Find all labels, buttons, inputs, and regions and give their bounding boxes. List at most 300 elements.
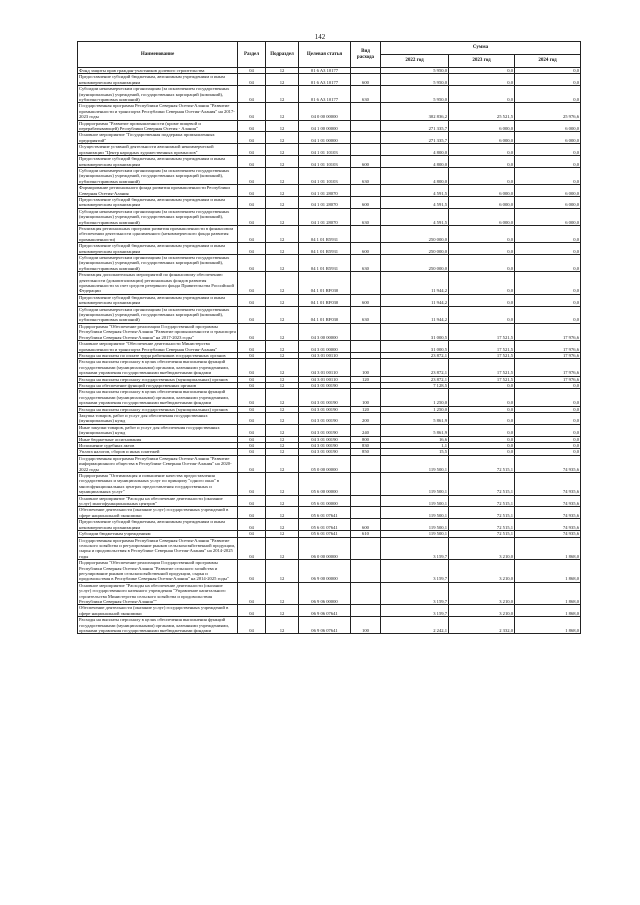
row-subsection: 12 — [266, 255, 299, 272]
table-row — [78, 424, 581, 436]
row-section: 04 — [238, 185, 266, 197]
row-name: Расходы на выплаты по оплате труда работников государственных органов — [78, 352, 238, 358]
table-row — [78, 208, 581, 225]
row-subsection: 12 — [266, 560, 299, 583]
row-expense-type: 100 — [351, 389, 381, 406]
row-sum-2024: 17 976,6 — [515, 376, 581, 382]
row-subsection: 12 — [266, 412, 299, 424]
row-section: 04 — [238, 167, 266, 184]
row-sum-2024: 0,0 — [515, 436, 581, 442]
row-name: Реализация региональных программ развития промышленности в финансовом обеспечении деятельности одноименного (некоммерческого фонда развития промышленности) — [78, 225, 238, 242]
row-subsection: 12 — [266, 294, 299, 306]
row-sum-2023: 6 000,0 — [449, 208, 515, 225]
row-sum-2024: 17 976,6 — [515, 352, 581, 358]
row-section: 04 — [238, 382, 266, 388]
row-expense-type — [351, 473, 381, 496]
row-expense-type — [351, 560, 381, 583]
row-sum-2024: 0,0 — [515, 294, 581, 306]
row-sum-2022: 5 861,9 — [381, 412, 449, 424]
header-target-item: Целевая статья — [299, 42, 351, 68]
row-section: 04 — [238, 582, 266, 605]
table-row — [78, 605, 581, 617]
row-sum-2022: 1,1 — [381, 443, 449, 449]
row-sum-2024: 6 000,0 — [515, 208, 581, 225]
row-section: 04 — [238, 449, 266, 455]
row-subsection: 12 — [266, 74, 299, 86]
row-target-item: 04 1 01 R5931 — [299, 243, 351, 255]
table-row — [78, 352, 581, 358]
row-sum-2024: 0,0 — [515, 156, 581, 168]
row-section: 04 — [238, 272, 266, 295]
header-year-2024: 2024 год — [515, 55, 581, 68]
table-row — [78, 294, 581, 306]
row-sum-2023: 17 521,5 — [449, 352, 515, 358]
row-sum-2023: 0,0 — [449, 382, 515, 388]
row-sum-2024: 0,0 — [515, 167, 581, 184]
row-expense-type — [351, 120, 381, 132]
row-sum-2023: 6 000,0 — [449, 132, 515, 144]
table-row — [78, 537, 581, 560]
row-sum-2023: 3 210,0 — [449, 537, 515, 560]
row-expense-type — [351, 495, 381, 507]
row-sum-2023: 72 515,1 — [449, 495, 515, 507]
row-sum-2022: 271 335,7 — [381, 132, 449, 144]
row-sum-2024: 74 935,6 — [515, 495, 581, 507]
row-sum-2023: 0,0 — [449, 406, 515, 412]
row-name: Фонд защиты прав граждан-участников долевого строительства — [78, 68, 238, 74]
row-section: 04 — [238, 74, 266, 86]
row-sum-2023: 72 515,1 — [449, 473, 515, 496]
table-row — [78, 272, 581, 295]
row-sum-2024: 6 000,0 — [515, 196, 581, 208]
row-sum-2024: 17 976,6 — [515, 323, 581, 340]
table-row — [78, 341, 581, 353]
row-expense-type: 600 — [351, 74, 381, 86]
row-sum-2024: 1 868,0 — [515, 605, 581, 617]
row-target-item: 04 1 01 R5931 — [299, 225, 351, 242]
row-sum-2024: 6 000,0 — [515, 185, 581, 197]
row-target-item: 04 3 01 00190 — [299, 436, 351, 442]
row-section: 04 — [238, 341, 266, 353]
row-expense-type — [351, 455, 381, 472]
page-number: 142 — [314, 33, 326, 41]
row-sum-2023: 72 515,1 — [449, 531, 515, 537]
table-row — [78, 167, 581, 184]
row-sum-2022: 119 500,1 — [381, 455, 449, 472]
table-row — [78, 74, 581, 86]
row-expense-type — [351, 605, 381, 617]
row-target-item: 04 1 01 28070 — [299, 196, 351, 208]
table-row — [78, 225, 581, 242]
row-subsection: 12 — [266, 359, 299, 376]
row-sum-2022: 3 159,7 — [381, 537, 449, 560]
row-sum-2024: 1 868,0 — [515, 582, 581, 605]
row-sum-2024: 0,0 — [515, 225, 581, 242]
row-name: Предоставление субсидий бюджетным, автономным учреждениям и иным некоммерческим организациям — [78, 294, 238, 306]
row-target-item: 06 9 06 07641 — [299, 617, 351, 634]
row-target-item: 04 1 01 10103 — [299, 167, 351, 184]
row-sum-2023: 0,0 — [449, 225, 515, 242]
row-subsection: 12 — [266, 424, 299, 436]
header-year-2023: 2023 год — [449, 55, 515, 68]
row-target-item: 04 1 01 RF030 — [299, 306, 351, 323]
row-expense-type: 850 — [351, 449, 381, 455]
row-name: Уплата налогов, сборов и иных платежей — [78, 449, 238, 455]
header-expense-type: Вид расхода — [351, 42, 381, 68]
row-sum-2022: 1 250,0 — [381, 406, 449, 412]
row-sum-2024: 0,0 — [515, 68, 581, 74]
row-name: Реализация дополнительных мероприятий по финансовому обеспечению деятельности (докапитализации) региональных фондов развития промышленности за счет средств резервного фонда Правительства Российской Федерации — [78, 272, 238, 295]
row-target-item: 05 6 01 00000 — [299, 495, 351, 507]
row-target-item: 01 6 A3 10177 — [299, 86, 351, 103]
row-expense-type: 630 — [351, 167, 381, 184]
row-sum-2022: 7 128,5 — [381, 382, 449, 388]
row-subsection: 12 — [266, 156, 299, 168]
row-sum-2023: 0,0 — [449, 449, 515, 455]
row-subsection: 12 — [266, 382, 299, 388]
row-sum-2022: 23 872,1 — [381, 359, 449, 376]
row-target-item: 04 0 00 00000 — [299, 103, 351, 120]
row-subsection: 12 — [266, 196, 299, 208]
row-sum-2023: 6 000,0 — [449, 120, 515, 132]
row-target-item: 04 3 01 00000 — [299, 341, 351, 353]
row-target-item: 06 9 06 07641 — [299, 605, 351, 617]
row-target-item: 06 9 06 00000 — [299, 582, 351, 605]
row-sum-2024: 17 976,6 — [515, 341, 581, 353]
row-sum-2024: 0,0 — [515, 243, 581, 255]
row-sum-2023: 0,0 — [449, 167, 515, 184]
row-sum-2022: 15,5 — [381, 449, 449, 455]
row-subsection: 12 — [266, 473, 299, 496]
table-row — [78, 507, 581, 519]
header-section: Раздел — [238, 42, 266, 68]
row-subsection: 12 — [266, 103, 299, 120]
row-name: Формирование регионального фонда развития промышленности Республики Северная Осетия-Алания — [78, 185, 238, 197]
row-target-item: 04 3 01 00190 — [299, 443, 351, 449]
row-name: Обеспечение деятельности (оказание услуг) государственных учреждений в сфере национальной экономики — [78, 507, 238, 519]
row-target-item: 04 1 01 00000 — [299, 132, 351, 144]
table-row — [78, 323, 581, 340]
row-subsection: 12 — [266, 617, 299, 634]
row-section: 04 — [238, 519, 266, 531]
row-sum-2023: 0,0 — [449, 243, 515, 255]
row-section: 04 — [238, 406, 266, 412]
table-body — [78, 68, 581, 634]
row-section: 04 — [238, 443, 266, 449]
row-expense-type — [351, 144, 381, 156]
row-expense-type — [351, 537, 381, 560]
row-sum-2022: 3 159,7 — [381, 605, 449, 617]
row-name: Подпрограмма "Оптимизация и повышение качества предоставления государственных и муниципальных услуг по принципу "одного окна" в многофункциональных центрах предоставления государственных и муниципальных услуг" — [78, 473, 238, 496]
row-name: Иные бюджетные ассигнования — [78, 436, 238, 442]
row-target-item: 04 3 01 00190 — [299, 449, 351, 455]
row-name: Предоставление субсидий бюджетным, автономным учреждениям и иным некоммерческим организациям — [78, 519, 238, 531]
row-sum-2022: 119 500,1 — [381, 531, 449, 537]
row-subsection: 12 — [266, 455, 299, 472]
row-section: 04 — [238, 208, 266, 225]
row-expense-type: 600 — [351, 243, 381, 255]
row-expense-type — [351, 103, 381, 120]
row-section: 04 — [238, 306, 266, 323]
table-row — [78, 132, 581, 144]
row-sum-2023: 6 000,0 — [449, 196, 515, 208]
row-subsection: 12 — [266, 443, 299, 449]
row-sum-2023: 0,0 — [449, 443, 515, 449]
row-expense-type: 630 — [351, 208, 381, 225]
row-subsection: 12 — [266, 436, 299, 442]
row-target-item: 04 1 01 RF030 — [299, 294, 351, 306]
table-row — [78, 376, 581, 382]
row-sum-2023: 17 521,5 — [449, 359, 515, 376]
row-sum-2023: 0,0 — [449, 272, 515, 295]
row-subsection: 12 — [266, 323, 299, 340]
row-sum-2022: 1 250,0 — [381, 389, 449, 406]
row-section: 04 — [238, 68, 266, 74]
row-section: 04 — [238, 225, 266, 242]
table-row — [78, 255, 581, 272]
row-target-item: 04 1 01 RF030 — [299, 272, 351, 295]
row-name: Основное мероприятие "Государственная поддержка промышленных предприятий" — [78, 132, 238, 144]
row-sum-2023: 17 521,5 — [449, 376, 515, 382]
row-subsection: 12 — [266, 449, 299, 455]
row-name: Предоставление субсидий бюджетным, автономным учреждениям и иным некоммерческим организациям — [78, 74, 238, 86]
row-expense-type: 240 — [351, 424, 381, 436]
row-target-item: 04 3 01 00190 — [299, 406, 351, 412]
row-target-item: 05 6 00 00000 — [299, 473, 351, 496]
row-sum-2022: 5 861,9 — [381, 424, 449, 436]
row-sum-2022: 302 836,2 — [381, 103, 449, 120]
row-sum-2022: 4 800,0 — [381, 156, 449, 168]
row-sum-2022: 31 000,5 — [381, 323, 449, 340]
row-name: Осуществление уставной деятельности автономной некоммерческой организации "Центр народных художественных промыслов" — [78, 144, 238, 156]
row-expense-type: 200 — [351, 412, 381, 424]
row-subsection: 12 — [266, 341, 299, 353]
row-name: Основное мероприятие "Расходы на обеспечение деятельности (оказание услуг) многофункциональных центров" — [78, 495, 238, 507]
row-sum-2022: 31 000,5 — [381, 341, 449, 353]
row-sum-2024: 0,0 — [515, 443, 581, 449]
row-section: 04 — [238, 196, 266, 208]
table-row — [78, 455, 581, 472]
row-sum-2024: 0,0 — [515, 449, 581, 455]
row-target-item: 06 0 00 00000 — [299, 537, 351, 560]
row-target-item: 04 1 01 28070 — [299, 185, 351, 197]
table-row — [78, 560, 581, 583]
row-sum-2023: 0,0 — [449, 389, 515, 406]
row-sum-2024: 0,0 — [515, 424, 581, 436]
row-target-item: 04 1 01 10103 — [299, 144, 351, 156]
table-row — [78, 103, 581, 120]
row-name: Основное мероприятие "Обеспечение деятельности Министерства промышленности и транспорта Республики Северная Осетия-Алания" — [78, 341, 238, 353]
row-name: Закупка товаров, работ и услуг для обеспечения государственных (муниципальных) нужд — [78, 412, 238, 424]
row-section: 04 — [238, 412, 266, 424]
row-sum-2022: 3 159,7 — [381, 560, 449, 583]
row-subsection: 12 — [266, 531, 299, 537]
row-expense-type: 600 — [351, 156, 381, 168]
row-sum-2024: 0,0 — [515, 74, 581, 86]
row-name: Государственная программа Республики Северная Осетия-Алания "Развитие сельского хозяйства и регулирование рынков сельскохозяйственной продукции, сырья и продовольствия в Республике Северная Осетия-Алания" на 2014-2025 годы — [78, 537, 238, 560]
row-sum-2022: 250 000,0 — [381, 243, 449, 255]
row-target-item: 01 6 A3 10177 — [299, 68, 351, 74]
row-section: 04 — [238, 243, 266, 255]
row-target-item: 04 1 00 00000 — [299, 120, 351, 132]
row-name: Расходы на обеспечение функций государственных органов — [78, 382, 238, 388]
row-name: Субсидии некоммерческим организациям (за исключением государственных (муниципальных) учреждений, государственных корпораций (компаний), публично-правовых компаний) — [78, 167, 238, 184]
row-sum-2023: 72 515,1 — [449, 507, 515, 519]
row-sum-2024: 0,0 — [515, 144, 581, 156]
row-name: Предоставление субсидий бюджетным, автономным учреждениям и иным некоммерческим организациям — [78, 156, 238, 168]
row-sum-2022: 119 500,1 — [381, 495, 449, 507]
row-sum-2024: 0,0 — [515, 406, 581, 412]
row-sum-2022: 11 944,2 — [381, 306, 449, 323]
row-sum-2023: 25 521,5 — [449, 103, 515, 120]
row-sum-2022: 3 159,7 — [381, 582, 449, 605]
row-sum-2022: 11 944,2 — [381, 294, 449, 306]
row-section: 04 — [238, 323, 266, 340]
row-section: 04 — [238, 617, 266, 634]
row-section: 04 — [238, 86, 266, 103]
row-sum-2023: 0,0 — [449, 255, 515, 272]
row-section: 04 — [238, 605, 266, 617]
row-expense-type: 610 — [351, 531, 381, 537]
row-sum-2024: 74 935,6 — [515, 519, 581, 531]
row-section: 04 — [238, 120, 266, 132]
row-section: 04 — [238, 537, 266, 560]
row-name: Подпрограмма "Развитие промышленности (кроме пищевой и перерабатывающей) Республики Северная Осетия - Алания" — [78, 120, 238, 132]
row-sum-2022: 119 500,1 — [381, 519, 449, 531]
row-sum-2022: 11 944,2 — [381, 272, 449, 295]
row-name: Расходы на выплаты персоналу государственных (муниципальных) органов — [78, 376, 238, 382]
row-subsection: 12 — [266, 243, 299, 255]
row-sum-2023: 0,0 — [449, 436, 515, 442]
row-sum-2022: 23 872,1 — [381, 376, 449, 382]
row-sum-2023: 72 515,1 — [449, 519, 515, 531]
row-sum-2023: 0,0 — [449, 306, 515, 323]
row-subsection: 12 — [266, 495, 299, 507]
row-subsection: 12 — [266, 537, 299, 560]
row-expense-type — [351, 225, 381, 242]
row-section: 04 — [238, 389, 266, 406]
row-expense-type — [351, 507, 381, 519]
row-name: Подпрограмма "Обеспечение реализации Государственной программы Республики Северная Осетия-Алания "Развитие сельского хозяйства и регулирование рынков сельскохозяйственной продукции, сырья и продовольствия в Республике Северная Осетия-Алания" на 2014-2025 годы" — [78, 560, 238, 583]
row-section: 04 — [238, 352, 266, 358]
row-section: 04 — [238, 436, 266, 442]
row-sum-2023: 0,0 — [449, 74, 515, 86]
row-subsection: 12 — [266, 167, 299, 184]
row-target-item: 04 3 01 00190 — [299, 412, 351, 424]
row-sum-2023: 0,0 — [449, 144, 515, 156]
row-sum-2024: 0,0 — [515, 86, 581, 103]
row-subsection: 12 — [266, 144, 299, 156]
row-section: 04 — [238, 560, 266, 583]
row-sum-2022: 4 591,5 — [381, 208, 449, 225]
budget-table — [77, 41, 581, 634]
row-sum-2022: 5 950,0 — [381, 86, 449, 103]
row-expense-type: 100 — [351, 617, 381, 634]
row-sum-2023: 0,0 — [449, 294, 515, 306]
row-name: Государственная программа Республики Северная Осетия-Алания "Развитие промышленности и транспорта Республики Северная Осетия-Алания" на 2017-2023 годы — [78, 103, 238, 120]
row-name: Расходы на выплаты персоналу в целях обеспечения выполнения функций государственными (муниципальными) органами, казенными учреждениями, органами управления государственными внебюджетными фондами — [78, 617, 238, 634]
row-subsection: 12 — [266, 605, 299, 617]
row-sum-2023: 3 210,0 — [449, 582, 515, 605]
table-row — [78, 120, 581, 132]
row-sum-2023: 3 210,0 — [449, 560, 515, 583]
table-row — [78, 306, 581, 323]
table-row — [78, 86, 581, 103]
row-sum-2022: 250 000,0 — [381, 255, 449, 272]
row-sum-2024: 0,0 — [515, 255, 581, 272]
row-sum-2024: 25 976,6 — [515, 103, 581, 120]
table-header — [78, 42, 581, 68]
row-sum-2024: 0,0 — [515, 389, 581, 406]
row-subsection: 12 — [266, 582, 299, 605]
row-sum-2023: 0,0 — [449, 412, 515, 424]
row-name: Исполнение судебных актов — [78, 443, 238, 449]
row-section: 04 — [238, 507, 266, 519]
row-section: 04 — [238, 455, 266, 472]
row-sum-2023: 0,0 — [449, 68, 515, 74]
row-subsection: 12 — [266, 185, 299, 197]
row-name: Субсидии некоммерческим организациям (за исключением государственных (муниципальных) учреждений, государственных корпораций (компаний), публично-правовых компаний) — [78, 86, 238, 103]
row-sum-2024: 6 000,0 — [515, 132, 581, 144]
row-section: 04 — [238, 132, 266, 144]
row-expense-type: 830 — [351, 443, 381, 449]
row-subsection: 12 — [266, 132, 299, 144]
row-sum-2022: 4 591,5 — [381, 185, 449, 197]
row-expense-type: 600 — [351, 519, 381, 531]
row-expense-type: 600 — [351, 196, 381, 208]
row-section: 04 — [238, 531, 266, 537]
row-expense-type — [351, 185, 381, 197]
row-name: Предоставление субсидий бюджетным, автономным учреждениям и иным некоммерческим организациям — [78, 196, 238, 208]
row-name: Расходы на выплаты персоналу в целях обеспечения выполнения функций государственными (муниципальными) органами, казенными учреждениями, органами управления государственными внебюджетными фондами — [78, 389, 238, 406]
table-row — [78, 185, 581, 197]
row-name: Субсидии некоммерческим организациям (за исключением государственных (муниципальных) учреждений, государственных корпораций (компаний), публично-правовых компаний) — [78, 255, 238, 272]
row-sum-2022: 4 800,0 — [381, 144, 449, 156]
row-expense-type — [351, 272, 381, 295]
row-sum-2024: 1 868,0 — [515, 537, 581, 560]
row-target-item: 05 6 01 07641 — [299, 531, 351, 537]
row-sum-2023: 0,0 — [449, 424, 515, 436]
row-sum-2023: 17 521,5 — [449, 323, 515, 340]
table-row — [78, 156, 581, 168]
row-name: Обеспечение деятельности (оказание услуг) государственных учреждений в сфере национальной экономики — [78, 605, 238, 617]
table-row — [78, 144, 581, 156]
row-sum-2022: 5 950,0 — [381, 74, 449, 86]
row-expense-type: 630 — [351, 306, 381, 323]
row-subsection: 12 — [266, 406, 299, 412]
table-row — [78, 617, 581, 634]
row-expense-type — [351, 132, 381, 144]
table-row — [78, 359, 581, 376]
header-name: Наименование — [78, 42, 238, 68]
row-sum-2022: 4 800,0 — [381, 167, 449, 184]
row-subsection: 12 — [266, 352, 299, 358]
row-name: Государственная программа Республики Северная Осетия-Алания "Развитие информационного общества в Республике Северная Осетия-Алания" на 2020-2022 годы — [78, 455, 238, 472]
row-sum-2022: 250 000,0 — [381, 225, 449, 242]
row-sum-2023: 72 515,1 — [449, 455, 515, 472]
header-sum: Сумма — [381, 42, 581, 55]
row-sum-2024: 0,0 — [515, 306, 581, 323]
table-row — [78, 473, 581, 496]
row-name: Субсидии некоммерческим организациям (за исключением государственных (муниципальных) учреждений, государственных корпораций (компаний), публично-правовых компаний) — [78, 306, 238, 323]
row-sum-2024: 0,0 — [515, 382, 581, 388]
header-subsection: Подраздел — [266, 42, 299, 68]
table-row — [78, 495, 581, 507]
row-sum-2022: 16,6 — [381, 436, 449, 442]
row-name: Субсидии бюджетным учреждениям — [78, 531, 238, 537]
row-target-item: 05 6 01 07641 — [299, 507, 351, 519]
table-row — [78, 412, 581, 424]
